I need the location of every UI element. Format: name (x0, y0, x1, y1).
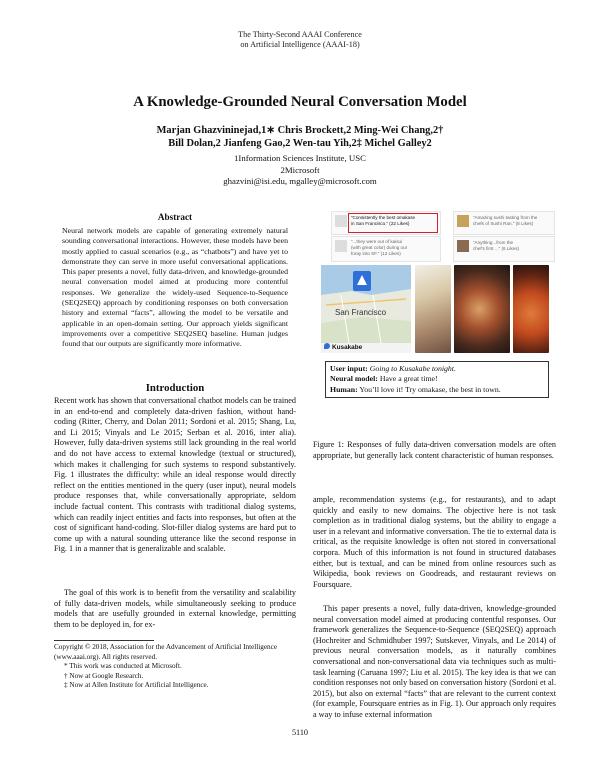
dialogue-box (325, 361, 549, 398)
tip-card-2 (331, 236, 441, 262)
human-text: You’ll love it! Try omakase, the best in town. (359, 384, 501, 394)
tip-3-line-2: chefs of Sushi Ran.” (8 Likes) (473, 221, 534, 226)
tip-4-line-1: “Anything...from the (473, 240, 514, 245)
affiliations (60, 152, 540, 176)
user-input-line (330, 364, 544, 374)
footnote-3: ‡ Now at Allen Institute for Artificial Intelligence. (64, 681, 209, 689)
authors-line-2: Bill Dolan,2 Jianfeng Gao,2 Wen-tau Yih,2‡ Michel Galley2 (168, 138, 432, 149)
affiliation-2: 2Microsoft (280, 165, 320, 175)
neural-model-label: Neural model: (330, 374, 378, 384)
tip-card-4 (453, 236, 555, 262)
tip-3-line-1: “Amazing sushi tasting from the (473, 215, 538, 220)
tip-1-line-1: “Consistently the best omakase (351, 215, 416, 220)
right-paragraph-1: ample, recommendation systems (e.g., for restaurants), and to adapt quickly and easily to new domains. The objective here is not task completion as in traditional dialog systems, but the ability to engage a user in a relevant and informative conversation. The tie to external data is critical, as the requisite knowledge is often not stored in conversational corpora. Much of this information is not found in structured databases either, but is textual, and can be mined from online resources such as Wikipedia, book reviews on Goodreads, and restaurant reviews on Foursquare. (313, 495, 556, 589)
introduction-paragraph-2: The goal of this work is to benefit from the versatility and scalability of fully data-driven models, while simultaneously seeking to produce models that are usefully grounded in external knowledge, permitting them to be deployed in, for ex- (54, 588, 296, 629)
user-avatar-icon (335, 240, 347, 252)
footnote-2: † Now at Google Research. (64, 671, 144, 680)
venue-name: Kusakabe (332, 344, 363, 351)
venue-bar (321, 343, 411, 353)
footnote-1: * This work was conducted at Microsoft. (64, 662, 182, 670)
food-photo-2 (454, 265, 510, 353)
figure-1 (313, 205, 556, 435)
page-number: 5110 (291, 728, 309, 737)
conference-header (0, 30, 600, 50)
affiliation-1: 1Information Sciences Institute, USC (234, 153, 366, 163)
conference-line-1: The Thirty-Second AAAI Conference (238, 30, 362, 39)
introduction-paragraph-1: Recent work has shown that conversational chatbot models can be trained in an end-to-end and completely data-driven fashion, without hand-coding (Ritter, Cherry, and Dolan 2011; Sordoni et al. 2015; Shang, Lu, and Li 2015; Vinyals and Le 2015; Serban et al. 2016, inter alia). However, fully data-driven systems still lack grounding in the real world and do not have access to external knowledge (textual or structured), which makes it challenging for such systems to respond substantively. Fig. 1 illustrates the difficulty: while an ideal response would directly reflect on the entities mentioned in the query (user input), neural models produce responses that, while conversationally appropriate, seldom include factual content. This contrasts with traditional dialog systems, which can readily inject entities and facts into responses, but often at the cost of significant hand-coding. Slot-filler dialog systems are hard put to come up with a natural sounding utterance like the second response in Fig. 1 in a manner that is generalizable and scalable. (54, 396, 296, 554)
right-paragraph-2: This paper presents a novel, fully data-driven, knowledge-grounded neural conversation model aimed at producing contentful responses. Our framework generalizes the Sequence-to-Sequence (SEQ2SEQ) approach (Hochreiter and Schmidhuber 1997; Sutskever, Vinyals, and Le 2014) of previous neural conversation models, as it naturally combines conversational and non-conversational data via techniques such as multi-task learning (Caruana 1997; Liu et al. 2015). The key idea is that we can condition responses not only based on conversation history (Sordoni et al. 2015), but also on external “facts” that are relevant to the current context (for example, Foursquare entries as in Fig. 1). Our approach only requires a way to infuse external information (313, 604, 556, 719)
conference-line-2: on Artificial Intelligence (AAAI-18) (240, 40, 360, 49)
introduction-heading: Introduction (145, 382, 205, 394)
tip-2-line-1: “...they were out of kaisui (351, 239, 403, 244)
tip-2-line-3: foray into SF.” (12 Likes) (351, 251, 401, 256)
abstract-heading: Abstract (157, 212, 193, 222)
tip-2-line-2: (with great color) during our (351, 245, 408, 250)
footnote-rule (54, 640, 154, 641)
abstract-text: Neural network models are capable of generating extremely natural sounding conversational interactions. However, these models have been mostly applied to casual scenarios (e.g., as “chatbots”) and have yet to demonstrate they can serve in more useful conversational applications. This paper presents a novel, fully data-driven, and knowledge-grounded neural conversation model aimed at producing more contentful responses. We generalize the widely-used Sequence-to-Sequence (SEQ2SEQ) approach by conditioning responses on both conversation history and external “facts”, allowing the model to be versatile and applicable in an open-domain setting. Our approach yields significant improvements over a competitive SEQ2SEQ baseline. Human judges found that our outputs are significantly more informative. (62, 226, 288, 349)
human-line (330, 385, 544, 395)
human-label: Human: (330, 384, 358, 394)
paper-title: A Knowledge-Grounded Neural Conversation Model (133, 94, 467, 110)
tip-4-line-2: chef's first ...” (6 Likes) (473, 246, 520, 251)
author-list (60, 124, 540, 150)
user-avatar-icon (457, 215, 469, 227)
tip-card-1 (331, 211, 441, 235)
user-input-label: User input: (330, 364, 368, 373)
food-photo-1 (415, 265, 451, 353)
user-avatar-icon (335, 215, 347, 227)
author-emails: ghazvini@isi.edu, mgalley@microsoft.com (223, 176, 377, 186)
map-city-label: San Francisco (335, 308, 387, 317)
user-avatar-icon (457, 240, 469, 252)
food-photo-3 (513, 265, 549, 353)
map-thumbnail (321, 265, 411, 343)
footnotes (54, 643, 296, 691)
tip-1-line-2: in San Francisco.” (22 Likes) (351, 221, 410, 226)
copyright-notice: Copyright © 2018, Association for the Advancement of Artificial Intelligence (www.aaai.org). All rights reserved. (54, 643, 278, 661)
neural-model-line (330, 374, 544, 384)
tip-card-3 (453, 211, 555, 235)
authors-line-1: Marjan Ghazvininejad,1∗ Chris Brockett,2 Ming-Wei Chang,2† (156, 125, 444, 136)
map-image (321, 265, 411, 343)
figure-1-caption: Figure 1: Responses of fully data-driven conversation models are often appropriate, but generally lack content characteristic of human responses. (313, 440, 556, 460)
neural-model-text: Have a great time! (379, 374, 438, 384)
user-input-text: Going to Kusakabe tonight. (369, 364, 456, 373)
pin-icon (324, 343, 330, 349)
